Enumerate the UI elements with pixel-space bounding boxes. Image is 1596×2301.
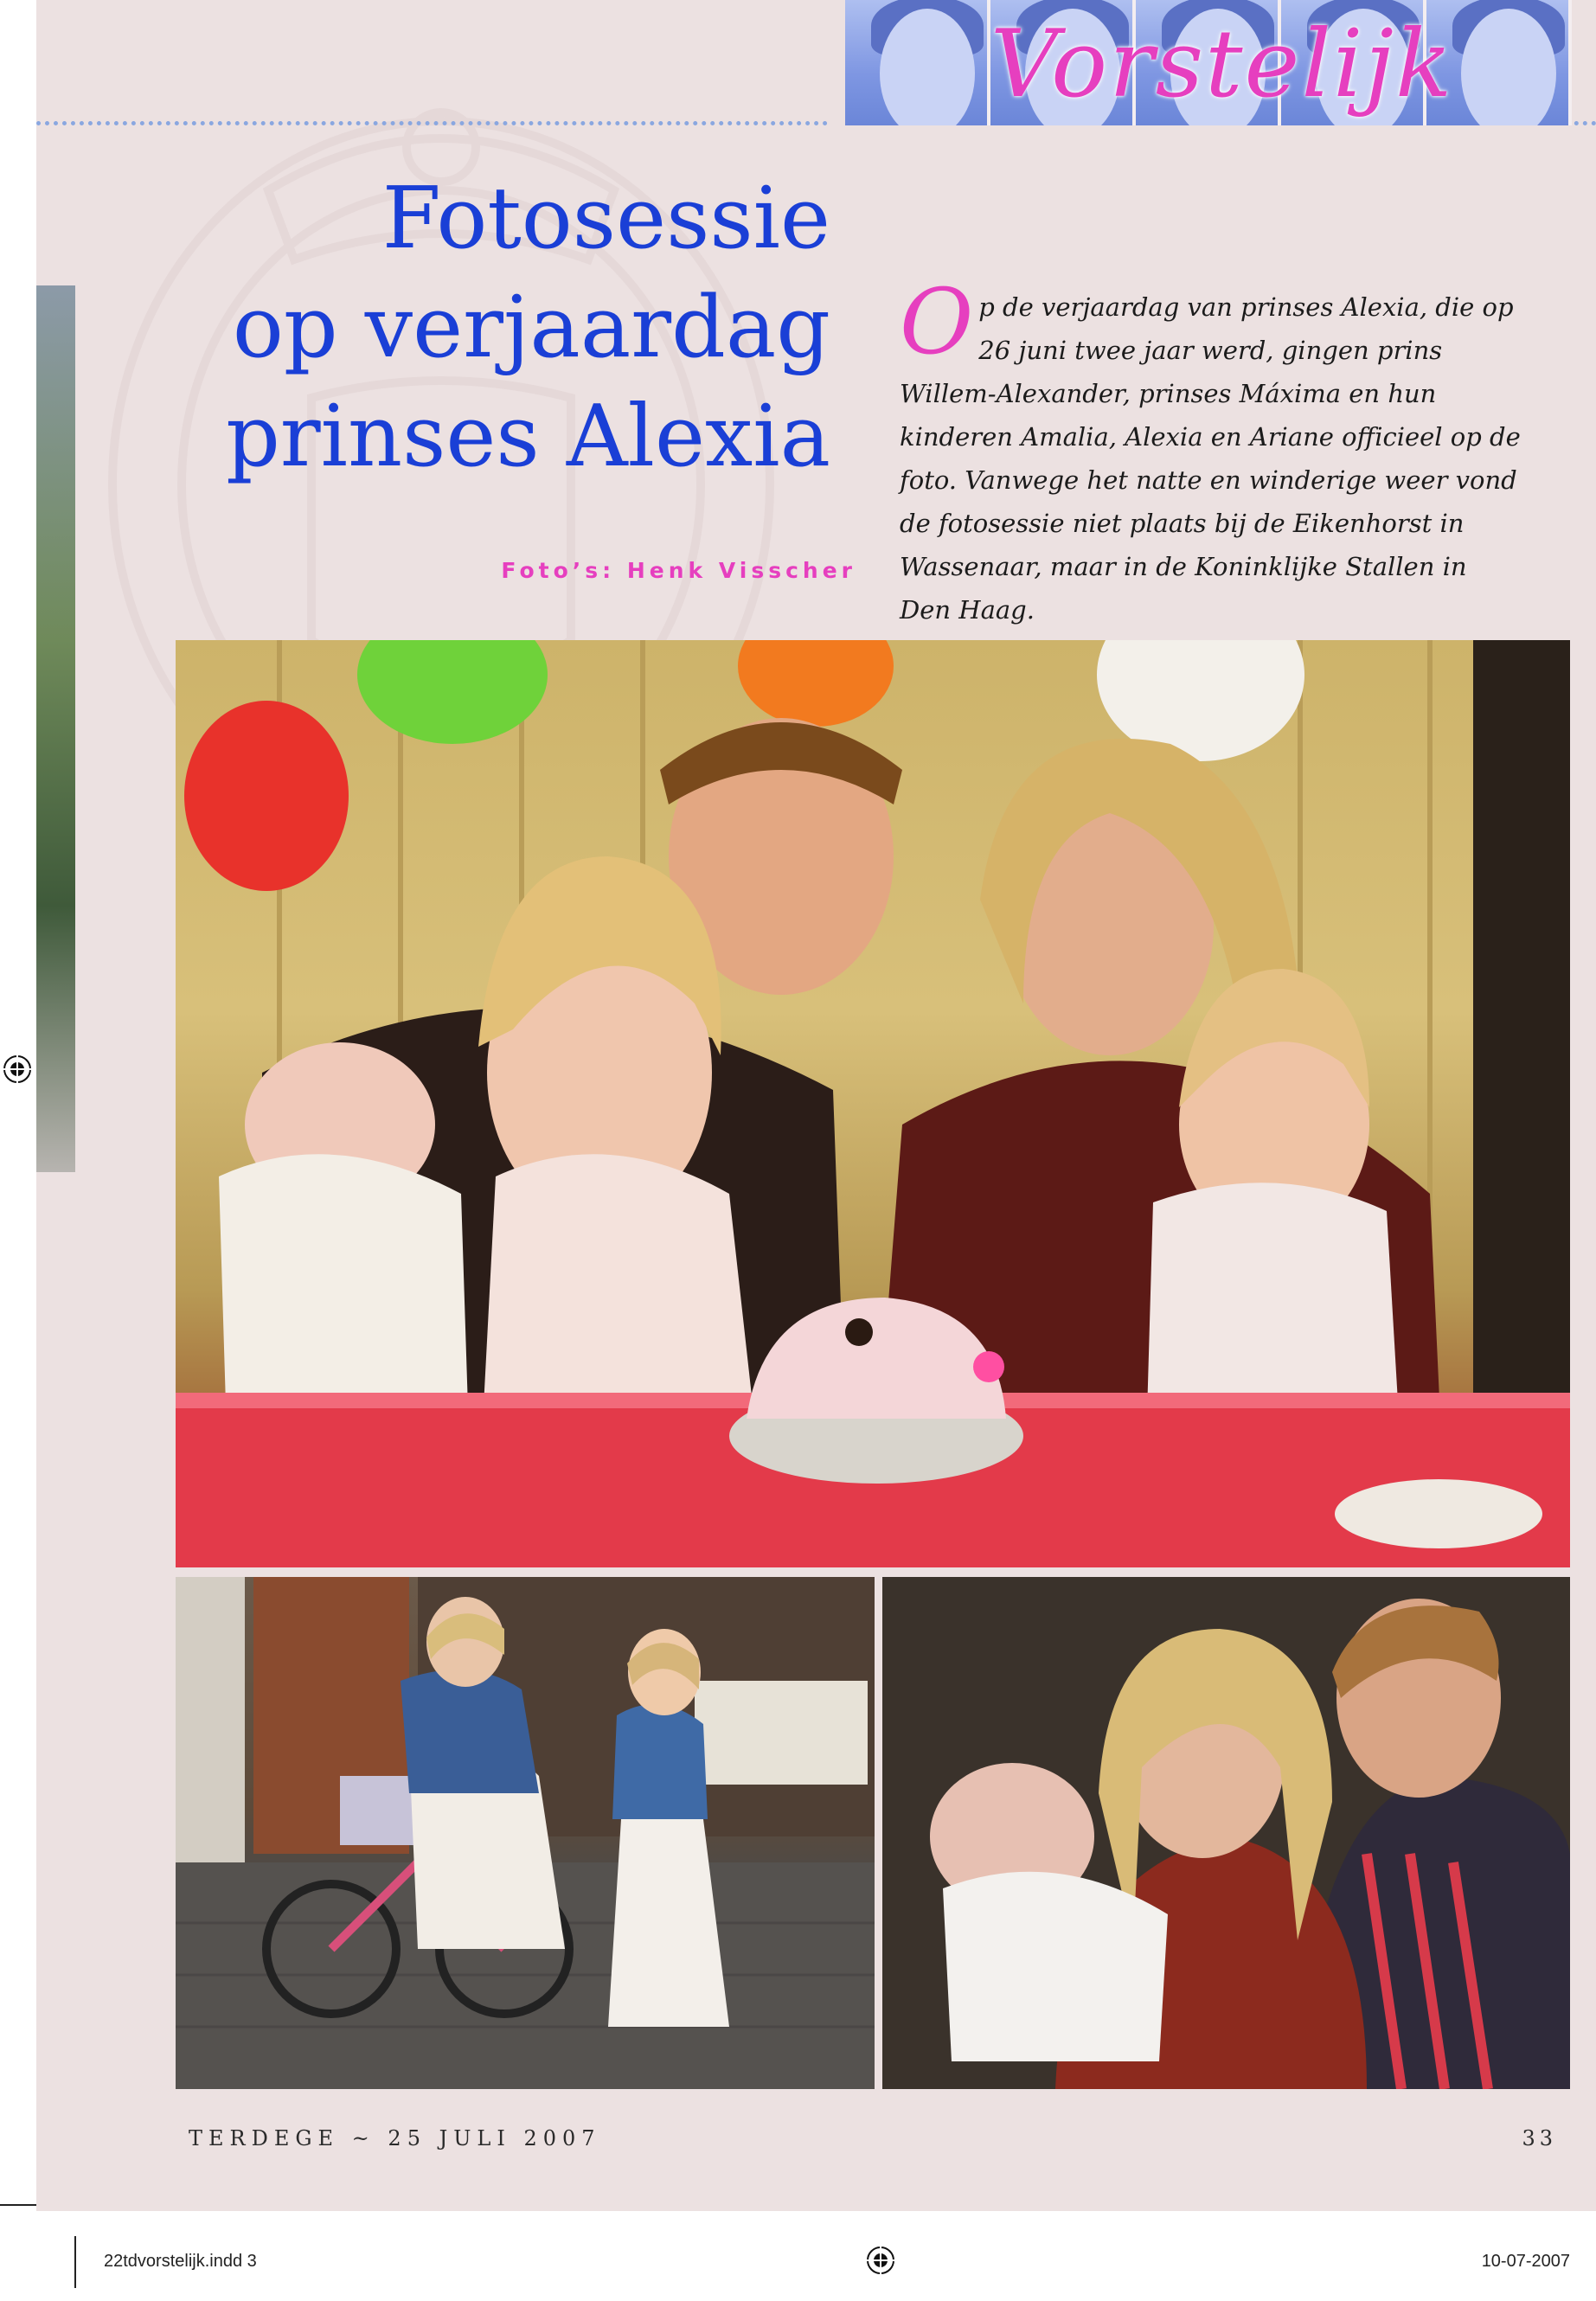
- header-dotted-rule: [36, 121, 828, 125]
- photo-parents-with-baby: [882, 1577, 1570, 2089]
- headline-line: op verjaardag: [232, 279, 830, 377]
- intro-text: p de verjaardag van prinses Alexia, die op 26 juni twee jaar werd, gingen prins Willem-Alexander, prinses Máxima en hun kinderen Amalia, Alexia en Ariane officieel op de foto. Vanwege het natte en winderige weer vond de fotosessie niet plaats bij de Eikenhorst in Wassenaar, maar in de Koninklijke Stallen in Den Haag.: [900, 292, 1521, 625]
- intro-paragraph: [900, 269, 1522, 631]
- page-number: 33: [1522, 2126, 1557, 2150]
- registration-mark-icon: [2, 1054, 33, 1085]
- slug-date: 10-07-2007: [1481, 2252, 1570, 2271]
- article-headline: [173, 164, 830, 491]
- main-photo-birthday-cake: [176, 640, 1570, 1567]
- crop-mark: [74, 2236, 76, 2288]
- headline-line: prinses Alexia: [226, 388, 830, 486]
- publication-footer: TERDEGE ~ 25 JULI 2007: [189, 2126, 601, 2150]
- headline-line: Fotosessie: [381, 170, 830, 268]
- photo-girls-with-bicycle: [176, 1577, 875, 2089]
- registration-mark-icon: [865, 2245, 896, 2276]
- drop-cap: O: [900, 269, 974, 375]
- slug-filename: 22tdvorstelijk.indd 3: [104, 2252, 257, 2271]
- crop-mark: [0, 2204, 36, 2206]
- portrait-thumbnail: [845, 0, 990, 125]
- edge-photo-cropped: [36, 285, 75, 1172]
- photo-credit: Foto’s: Henk Visscher: [501, 558, 856, 583]
- section-title: Vorstelijk: [990, 10, 1454, 119]
